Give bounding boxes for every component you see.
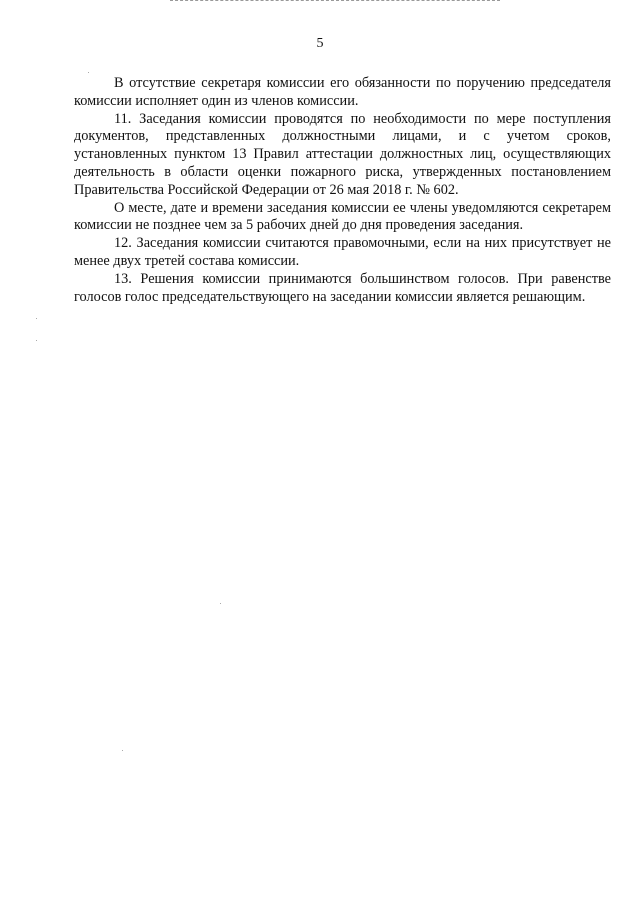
scan-speck bbox=[88, 72, 89, 73]
page-number: 5 bbox=[316, 36, 324, 51]
paragraph-item-11: 11. Заседания комиссии проводятся по необходимости по мере поступления документов, представленных должностными лицами, и с учетом сроков, установленных пунктом 13 Правил аттестации должностных лиц, осуществляющих деятельность в области оценки пожарного риска, утвержденных постановлением Правительства Российской Федерации от 26 мая 2018 г. № 602. bbox=[74, 110, 611, 198]
scan-speck bbox=[220, 603, 221, 604]
paragraph-meeting-notice: О месте, дате и времени заседания комиссии ее члены уведомляются секретарем комиссии не позднее чем за 5 рабочих дней до дня проведения заседания. bbox=[74, 199, 611, 234]
scan-top-edge bbox=[170, 0, 500, 3]
scan-speck bbox=[36, 318, 37, 319]
scan-speck bbox=[36, 340, 37, 341]
document-body bbox=[74, 75, 611, 306]
paragraph-item-12: 12. Заседания комиссии считаются правомочными, если на них присутствует не менее двух третей состава комиссии. bbox=[74, 235, 611, 269]
paragraph-secretary-duties: В отсутствие секретаря комиссии его обязанности по поручению председателя комиссии исполняет один из членов комиссии. bbox=[74, 75, 611, 109]
paragraph-item-13: 13. Решения комиссии принимаются большинством голосов. При равенстве голосов голос председательствующего на заседании комиссии является решающим. bbox=[74, 270, 611, 305]
scan-speck bbox=[122, 750, 123, 751]
